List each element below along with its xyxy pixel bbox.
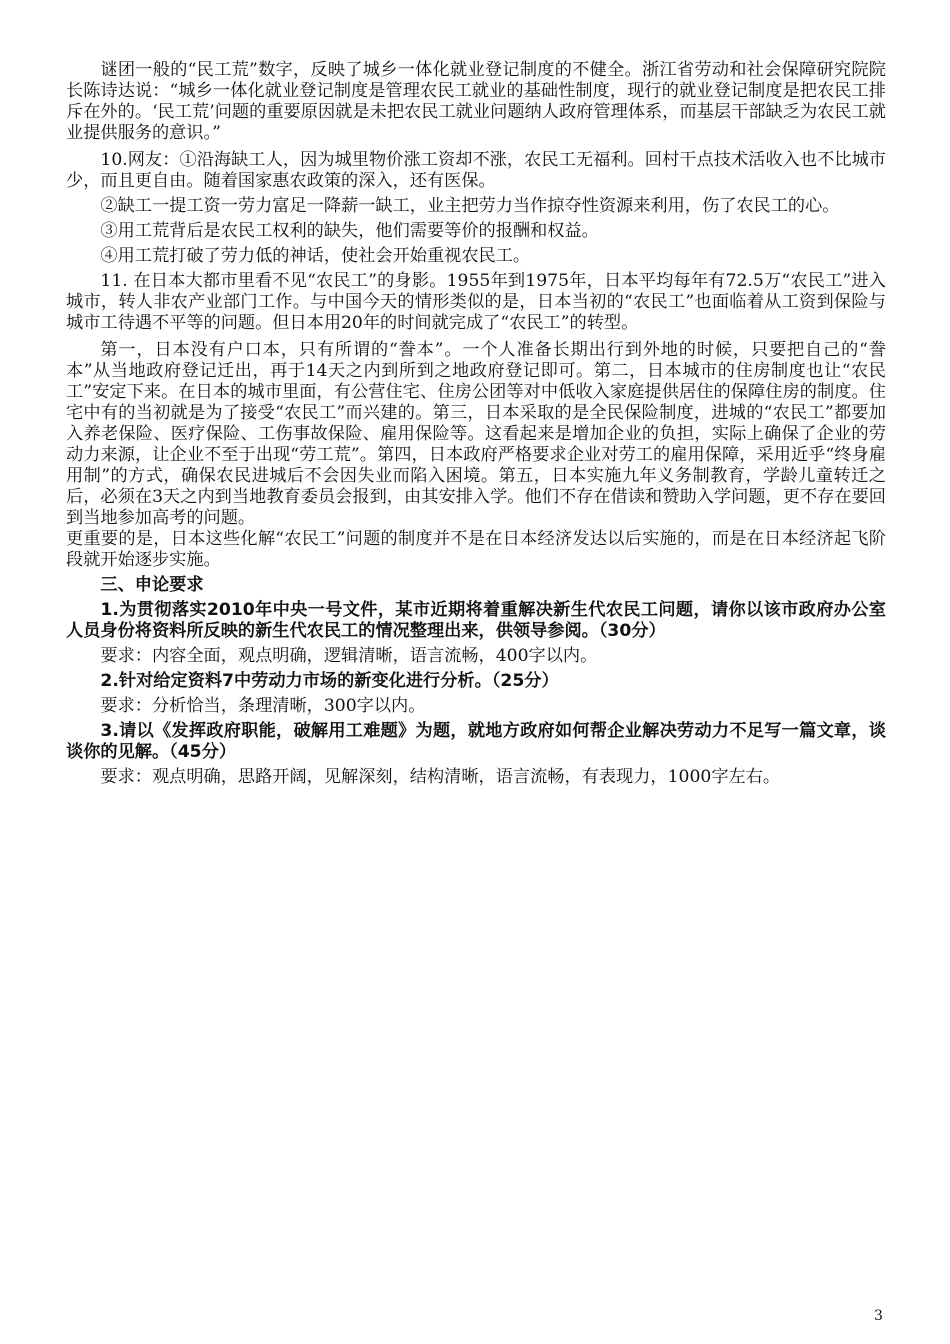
paragraph-netizen-1: 10.网友：①沿海缺工人，因为城里物价涨工资却不涨，农民工无福利。回村干点技术活收入也不比城市少，而且更自由。随着国家惠农政策的深入，还有医保。 [66, 150, 886, 191]
question-1: 1.为贯彻落实2010年中央一号文件，某市近期将着重解决新生代农民工问题，请你以该市政府办公室人员身份将资料所反映的新生代农民工的情况整理出来，供领导参阅。（30分） [66, 600, 886, 641]
question-1-requirement: 要求：内容全面，观点明确，逻辑清晰，语言流畅，400字以内。 [100, 646, 598, 666]
paragraph-netizen-2: ②缺工一提工资一劳力富足一降薪一缺工，业主把劳力当作掠夺性资源来利用，伤了农民工的心。 [100, 196, 840, 216]
paragraph-japan-conclusion: 更重要的是，日本这些化解“农民工”问题的制度并不是在日本经济发达以后实施的，而是在日本经济起飞阶段就开始逐步实施。 [66, 529, 886, 570]
paragraph-japan-intro: 11. 在日本大都市里看不见“农民工”的身影。1955年到1975年，日本平均每年有72.5万“农民工”进入城市，转人非农产业部门工作。与中国今天的情形类似的是，日本当初的“农民工”也面临着从工资到保险与城市工待遇不平等的问题。但日本用20年的时间就完成了“农民工”的转型。 [66, 271, 886, 333]
question-3-requirement: 要求：观点明确，思路开阔，见解深刻，结构清晰，语言流畅，有表现力，1000字左右。 [100, 767, 781, 787]
question-2: 2.针对给定资料7中劳动力市场的新变化进行分析。（25分） [100, 671, 559, 691]
paragraph-japan-measures: 第一，日本没有户口本，只有所谓的“誊本”。一个人准备长期出行到外地的时候，只要把自己的“誊本”从当地政府登记迁出，再于14天之内到所到之地政府登记即可。第二，日本城市的住房制度也让“农民工”安定下来。在日本的城市里面，有公营住宅、住房公团等对中低收入家庭提供居住的保障住房的制度。住宅中有的当初就是为了接受“农民工”而兴建的。第三，日本采取的是全民保险制度，进城的“农民工”都要加入养老保险、医疗保险、工伤事故保险、雇用保险等。这看起来是增加企业的负担，实际上确保了企业的劳动力来源，让企业不至于出现“劳工荒”。第四，日本政府严格要求企业对劳工的雇用保障，采用近乎“终身雇用制”的方式，确保农民进城后不会因失业而陷入困境。第五，日本实施九年义务制教育，学龄儿童转迁之后，必须在3天之内到当地教育委员会报到，由其安排入学。他们不存在借读和赞助入学问题，更不存在要回到当地参加高考的问题。 [66, 340, 886, 528]
question-3: 3.请以《发挥政府职能，破解用工难题》为题，就地方政府如何帮企业解决劳动力不足写一篇文章，谈谈你的见解。（45分） [66, 721, 886, 762]
section-heading: 三、申论要求 [100, 575, 204, 595]
paragraph-netizen-3: ③用工荒背后是农民工权利的缺失，他们需要等价的报酬和权益。 [100, 221, 599, 241]
paragraph-min-gong-huang: 谜团一般的“民工荒”数字，反映了城乡一体化就业登记制度的不健全。浙江省劳动和社会保障研究院院长陈诗达说：“城乡一体化就业登记制度是管理农民工就业的基础性制度，现行的就业登记制度是把农民工排斥在外的。‘民工荒’问题的重要原因就是未把农民工就业问题纳人政府管理体系，而基层干部缺乏为农民工就业提供服务的意识。” [66, 60, 886, 143]
page-number: 3 [874, 1308, 883, 1324]
document-body [66, 60, 886, 792]
paragraph-netizen-4: ④用工荒打破了劳力低的神话，使社会开始重视农民工。 [100, 246, 531, 266]
question-2-requirement: 要求：分析恰当，条理清晰，300字以内。 [100, 696, 426, 716]
